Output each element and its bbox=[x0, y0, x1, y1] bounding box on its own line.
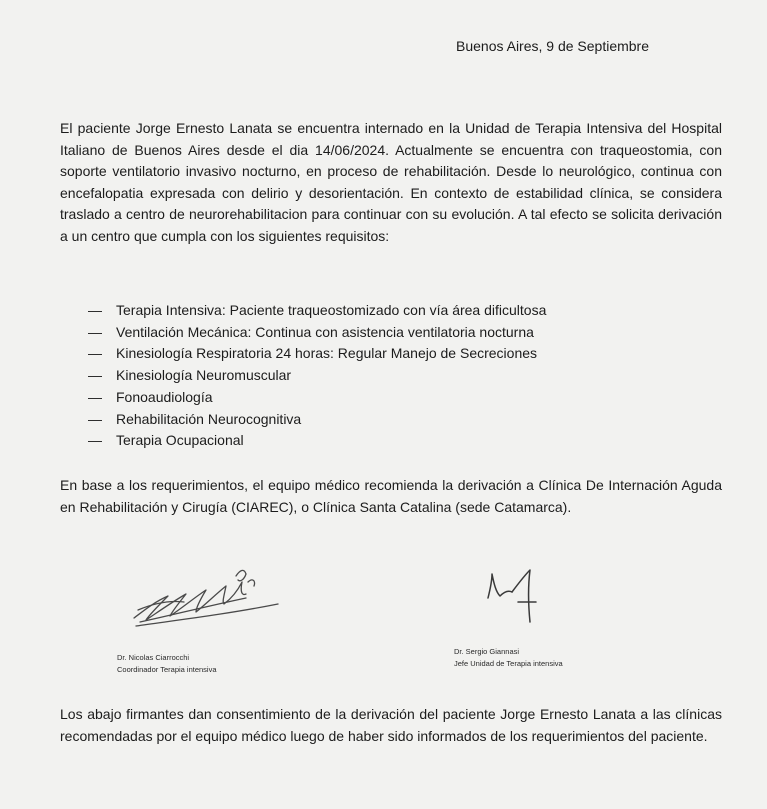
list-dash: — bbox=[88, 323, 102, 340]
list-item-text: Terapia Intensiva: Paciente traqueostomizado con vía área dificultosa bbox=[116, 302, 547, 318]
list-item bbox=[88, 365, 546, 387]
list-dash: — bbox=[88, 345, 102, 362]
list-item-text: Kinesiología Neuromuscular bbox=[116, 367, 292, 384]
list-item-text: Ventilación Mecánica: Continua con asistencia ventilatoria nocturna bbox=[116, 323, 534, 340]
signer-2-name: Dr. Sergio Giannasi bbox=[454, 647, 520, 656]
signature-ciarrocchi bbox=[128, 556, 288, 632]
intro-paragraph: El paciente Jorge Ernesto Lanata se encuentra internado en la Unidad de Terapia Intensiva del Hospital Italiano de Buenos Aires desde el dia 14/06/2024. Actualmente se encuentra con traqueostomia, con soporte ventilatorio invasivo nocturno, en proceso de rehabilitación. Desde lo neurológico, continua con encefalopatia expresada con delirio y desorientación. En contexto de estabilidad clínica, se considera traslado a centro de neurorehabilitacion para continuar con su evolución. A tal efecto se solicita derivación a un centro que cumpla con los siguientes requisitos: bbox=[60, 120, 722, 244]
signer-2-title: Jefe Unidad de Terapia intensiva bbox=[454, 659, 563, 668]
consent-paragraph: Los abajo firmantes dan consentimiento de la derivación del paciente Jorge Ernesto Lanata a las clínicas recomendadas por el equipo médico luego de haber sido informados de los requerimientos del paciente. bbox=[60, 706, 722, 744]
list-item bbox=[88, 343, 546, 365]
list-item-text: Kinesiología Respiratoria 24 horas: Regular Manejo de Secreciones bbox=[116, 345, 538, 362]
list-dash: — bbox=[88, 302, 102, 318]
handwritten-signature-icon bbox=[128, 556, 288, 632]
list-item-text: Terapia Ocupacional bbox=[116, 432, 244, 449]
list-item-text: Fonoaudiología bbox=[116, 388, 213, 405]
signer-1-name: Dr. Nicolas Ciarrocchi bbox=[117, 653, 190, 662]
list-dash: — bbox=[88, 388, 102, 405]
signer-1-title: Coordinador Terapia intensiva bbox=[117, 665, 217, 674]
list-item bbox=[88, 300, 546, 322]
list-dash: — bbox=[88, 432, 102, 449]
list-item bbox=[88, 409, 546, 431]
list-dash: — bbox=[88, 410, 102, 427]
handwritten-signature-icon bbox=[478, 562, 548, 628]
list-item bbox=[88, 322, 546, 344]
list-dash: — bbox=[88, 367, 102, 384]
recommendation-paragraph: En base a los requerimientos, el equipo médico recomienda la derivación a Clínica De Internación Aguda en Rehabilitación y Cirugía (CIAREC), o Clínica Santa Catalina (sede Catamarca). bbox=[60, 477, 722, 515]
list-item bbox=[88, 387, 546, 409]
date-line: Buenos Aires, 9 de Septiembre bbox=[456, 38, 650, 54]
signer-2 bbox=[454, 646, 563, 670]
signer-1 bbox=[117, 652, 217, 676]
requirements-list bbox=[88, 300, 546, 452]
signature-giannasi bbox=[478, 562, 548, 628]
list-item bbox=[88, 430, 546, 452]
list-item-text: Rehabilitación Neurocognitiva bbox=[116, 410, 302, 427]
